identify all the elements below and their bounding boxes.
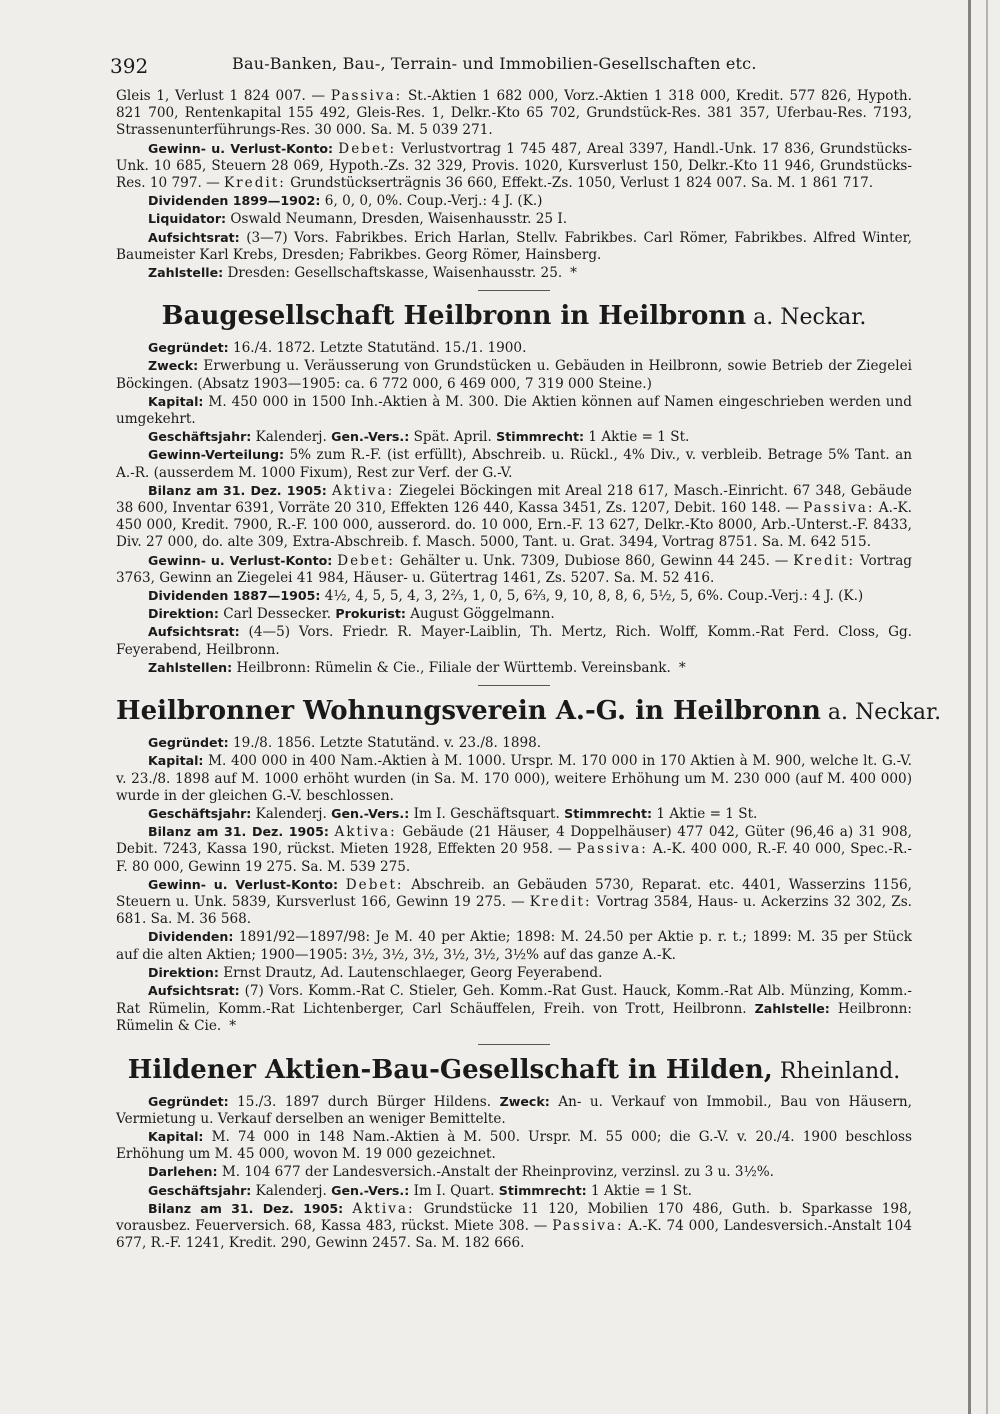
field-text: Grundstückserträgnis 36 660, Effekt.-Zs. 1050, Verlust 1 824 007. Sa. M. 1 861 717.	[285, 175, 874, 192]
entry-paragraph	[116, 928, 912, 963]
field-label: Dividenden 1887—1905:	[148, 588, 321, 604]
entry-paragraph	[116, 605, 912, 623]
section-divider	[478, 1044, 550, 1045]
field-label: Gewinn- u. Verlust-Konto:	[148, 140, 334, 156]
field-label: Prokurist:	[335, 606, 406, 622]
field-label: Bilanz am 31. Dez. 1905:	[148, 482, 327, 498]
field-text: M. 400 000 in 400 Nam.-Aktien à M. 1000. Urspr. M. 170 000 in 170 Aktien à M. 900, welche lt. G.-V. v. 23./8. 1898 auf M. 1000 erhöht wurden (in Sa. M. 170 000), weitere Erhöhung um M. 230 000 (auf M. 400 000) wurde in der gleichen G.-V. beschlossen.	[116, 753, 912, 804]
field-label: Zweck:	[499, 1093, 550, 1109]
field-text: Heilbronn: Rümelin & Cie.	[116, 1001, 912, 1035]
entry-paragraph	[116, 1093, 912, 1128]
field-label: Direktion:	[148, 964, 219, 980]
field-label: Zahlstellen:	[148, 659, 233, 675]
spaced-label: Kredit:	[224, 175, 286, 192]
field-label: Gen.-Vers.:	[331, 1182, 410, 1198]
company-entry	[116, 685, 942, 1035]
field-label: Gen.-Vers.:	[331, 805, 410, 821]
field-text: Im I. Quart.	[409, 1182, 499, 1199]
field-text: 1 Aktie = 1 St.	[584, 429, 690, 446]
field-text: Carl Dessecker.	[218, 606, 336, 623]
entry-paragraph	[116, 428, 912, 446]
field-text: St.-Aktien 1 682 000, Vorz.-Aktien 1 318 000, Kredit. 577 826, Hypoth. 821 700, Rentenkapital 155 492, Gleis-Res. 1, Delkr.-Kto 65 702, Grundstück-Res. 381 357, Uferbau-Res. 7193, Strassenunterführungs-Res. 30 000. Sa. M. 5 039 271.	[116, 88, 912, 139]
field-text: (7) Vors. Komm.-Rat C. Stieler, Geh. Komm.-Rat Gust. Hauck, Komm.-Rat Alb. Münzing, Komm.-Rat Rümelin, Komm.-Rat Lichtenberger, Carl Schäuffelen, Freih. von Trott, Heilbronn.	[116, 982, 912, 1018]
field-label: Kapital:	[148, 753, 204, 769]
field-label: Gegründet:	[148, 340, 229, 356]
entry-paragraph	[116, 876, 912, 929]
company-entry	[116, 290, 912, 677]
field-text: M. 450 000 in 1500 Inh.-Aktien à M. 300. Die Aktien können auf Namen eingeschrieben werden und umgekehrt.	[116, 393, 912, 428]
field-text: Kalenderj.	[251, 429, 332, 446]
field-label: Dividenden 1899—1902:	[148, 193, 321, 209]
field-label: Stimmrecht:	[496, 429, 585, 445]
entry-paragraph	[116, 734, 912, 752]
field-label: Kapital:	[148, 1128, 204, 1144]
field-text: 19./8. 1856. Letzte Statutänd. v. 23./8. 1898.	[228, 735, 542, 752]
field-text: Vortrag 3584, Haus- u. Ackerzins 32 302, Zs. 681. Sa. M. 36 568.	[116, 893, 912, 928]
field-label: Gewinn-Verteilung:	[148, 447, 285, 463]
field-text: Dresden: Gesellschaftskasse, Waisenhausstr. 25.	[223, 265, 563, 282]
entry-paragraph	[116, 1182, 912, 1200]
field-text: M. 104 677 der Landesversich.-Anstalt der Rheinprovinz, verzinsl. zu 3 u. 3½%.	[217, 1164, 774, 1181]
entry-paragraph	[116, 659, 912, 677]
entry-paragraph	[116, 229, 912, 264]
spaced-label: Debet:	[338, 140, 397, 157]
entry-paragraph	[116, 210, 912, 228]
company-location: a. Neckar.	[820, 700, 942, 726]
spaced-label: Passiva:	[803, 500, 875, 517]
spaced-label: Aktiva:	[352, 1200, 415, 1217]
field-text: Spät. April.	[409, 429, 497, 446]
entry-paragraph	[116, 623, 912, 658]
field-text: (3—7) Vors. Fabrikbes. Erich Harlan, Stellv. Fabrikbes. Carl Römer, Fabrikbes. Alfred Winter, Baumeister Karl Krebs, Dresden; Fabrikbes. Georg Römer, Hainsberg.	[116, 229, 912, 263]
entry-paragraph	[116, 1163, 912, 1181]
field-label: Zahlstelle:	[148, 265, 224, 281]
field-text: Kalenderj.	[251, 805, 332, 822]
page-edge-line	[986, 0, 988, 1414]
company-title	[116, 299, 912, 335]
field-text: A.-K. 400 000, R.-F. 40 000, Spec.-R.-F. 80 000, Gewinn 19 275. Sa. M. 539 275.	[116, 841, 912, 875]
end-marker: *	[570, 265, 577, 282]
entry-paragraph	[116, 823, 912, 876]
field-text: Verlustvortrag 1 745 487, Areal 3397, Handl.-Unk. 17 836, Grundstücks-Unk. 10 685, Steuern 28 069, Hypoth.-Zs. 32 329, Provis. 1020, Kursverlust 150, Delkr.-Kto 11 946, Grundstücks-Res. 10 797. —	[116, 140, 912, 192]
field-text: 1 Aktie = 1 St.	[586, 1182, 692, 1199]
field-label: Aufsichtsrat:	[148, 229, 240, 245]
field-label: Direktion:	[148, 606, 219, 622]
field-label: Stimmrecht:	[564, 805, 653, 821]
entry-paragraph	[116, 264, 912, 282]
field-label: Kapital:	[148, 393, 204, 409]
entry-paragraph	[116, 1128, 912, 1163]
field-text	[338, 877, 346, 893]
field-label: Bilanz am 31. Dez. 1905:	[148, 824, 329, 840]
company-entry	[116, 88, 912, 282]
spaced-label: Kredit:	[793, 552, 856, 569]
field-text: Heilbronn: Rümelin & Cie., Filiale der Württemb. Vereinsbank.	[232, 659, 671, 676]
field-label: Stimmrecht:	[498, 1182, 587, 1198]
field-label: Zweck:	[148, 358, 199, 374]
field-text: Abschreib. an Gebäuden 5730, Reparat. etc. 4401, Wasserzins 1156, Steuern u. Unk. 5839, Kursverlust 166, Gewinn 19 275. —	[116, 876, 912, 910]
entry-paragraph	[116, 587, 912, 605]
entry-paragraph	[116, 482, 912, 552]
field-label: Liquidator:	[148, 211, 227, 227]
field-text: Gleis 1, Verlust 1 824 007. —	[116, 88, 331, 104]
field-text: A.-K. 74 000, Landesversich.-Anstalt 104 677, R.-F. 1241, Kredit. 290, Gewinn 2457. Sa. M. 182 666.	[116, 1217, 912, 1252]
section-divider	[478, 685, 550, 686]
page-edge-shadow	[968, 0, 971, 1414]
field-text: Vortrag 3763, Gewinn an Ziegelei 41 984, Häuser- u. Gütertrag 1461, Zs. 5207. Sa. M. 52 416.	[116, 552, 912, 586]
field-text: 6, 0, 0, 0%. Coup.-Verj.: 4 J. (K.)	[320, 193, 543, 210]
field-text: Gebäude (21 Häuser, 4 Doppelhäuser) 477 042, Güter (96,46 a) 31 908, Debit. 7243, Kassa 190, rückst. Mieten 1928, Effekten 20 958. —	[116, 824, 912, 858]
entry-paragraph	[116, 339, 912, 357]
spaced-label: Debet:	[337, 552, 395, 569]
spaced-label: Kredit:	[529, 893, 592, 910]
field-text: Kalenderj.	[251, 1182, 332, 1199]
spaced-label: Aktiva:	[334, 824, 397, 841]
field-text: Gehälter u. Unk. 7309, Dubiose 860, Gewinn 44 245. —	[394, 552, 794, 569]
field-text: Grundstücke 11 120, Mobilien 170 486, Guth. b. Sparkasse 198, vorausbez. Feuerversich. 68, Kassa 483, rückst. Miete 308. —	[116, 1200, 912, 1234]
page-content	[116, 88, 942, 1252]
field-text	[343, 1201, 352, 1217]
entry-paragraph	[116, 1200, 912, 1253]
field-text: 4½, 4, 5, 5, 4, 3, 2⅔, 1, 0, 5, 6⅔, 9, 10, 8, 8, 6, 5½, 5, 6%. Coup.-Verj.: 4 J. (K.)	[320, 588, 864, 605]
page-number: 392	[110, 54, 149, 78]
field-label: Gegründet:	[148, 1093, 229, 1109]
entry-paragraph	[116, 752, 912, 805]
company-location: a. Neckar.	[746, 305, 867, 331]
field-label: Aufsichtsrat:	[148, 982, 240, 998]
field-text: 1891/92—1897/98: Je M. 40 per Aktie; 1898: M. 24.50 per Aktie p. r. t.; 1899: M. 35 per Stück auf die alten Aktien; 1900—1905: 3½, 3½, 3½, 3½, 3½, 3½% auf das ganze A.-K.	[116, 929, 912, 963]
section-divider	[478, 290, 550, 291]
entry-paragraph	[116, 192, 912, 210]
entry-paragraph	[116, 357, 912, 392]
field-label: Geschäftsjahr:	[148, 1182, 252, 1198]
field-text: Im I. Geschäftsquart.	[409, 805, 565, 822]
company-title	[116, 1053, 912, 1089]
field-text: Oswald Neumann, Dresden, Waisenhausstr. 25 I.	[226, 211, 568, 228]
company-location: Rheinland.	[772, 1058, 901, 1084]
entry-paragraph	[116, 964, 912, 982]
field-label: Gewinn- u. Verlust-Konto:	[148, 552, 333, 568]
field-label: Darlehen:	[148, 1164, 218, 1180]
field-label: Zahlstelle:	[754, 1001, 830, 1017]
spaced-label: Aktiva:	[331, 482, 395, 499]
field-label: Dividenden:	[148, 929, 234, 945]
entry-paragraph	[116, 552, 912, 587]
company-entry	[116, 1044, 912, 1253]
field-text: 15./3. 1897 durch Bürger Hildens.	[228, 1093, 500, 1110]
company-name: Baugesellschaft Heilbronn in Heilbronn	[161, 301, 747, 332]
spaced-label: Debet:	[345, 876, 404, 893]
spaced-label: Passiva:	[552, 1217, 624, 1234]
field-text: 16./4. 1872. Letzte Statutänd. 15./1. 1900.	[228, 340, 527, 357]
company-title	[116, 694, 942, 730]
field-text: 1 Aktie = 1 St.	[652, 805, 758, 822]
field-text: 5% zum R.-F. (ist erfüllt), Abschreib. u. Rückl., 4% Div., v. verbleib. Betrage 5% Tant. an A.-R. (ausserdem M. 1000 Fixum), Rest zur Verf. der G.-V.	[116, 447, 912, 481]
field-text: (4—5) Vors. Friedr. R. Mayer-Laiblin, Th. Mertz, Rich. Wolff, Komm.-Rat Ferd. Closs, Gg. Feyerabend, Heilbronn.	[116, 624, 912, 658]
field-text: A.-K. 450 000, Kredit. 7900, R.-F. 100 000, ausserord. do. 10 000, Ern.-F. 13 627, Delkr.-Kto 8000, Arb.-Unterst.-F. 8433, Div. 27 000, do. alte 309, Extra-Abschreib. f. Masch. 5000, Tant. u. Grat. 3494, Vortrag 8751. Sa. M. 642 515.	[116, 500, 913, 551]
field-label: Aufsichtsrat:	[148, 624, 240, 640]
entry-paragraph	[116, 140, 912, 193]
field-label: Geschäftsjahr:	[148, 805, 252, 821]
entry-paragraph	[116, 805, 912, 823]
entry-paragraph	[116, 446, 912, 481]
field-label: Gewinn- u. Verlust-Konto:	[148, 876, 339, 892]
spaced-label: Passiva:	[330, 88, 403, 104]
field-text: Ernst Drautz, Ad. Lautenschlaeger, Georg Feyerabend.	[218, 964, 603, 981]
running-header: Bau-Banken, Bau-, Terrain- und Immobilien-Gesellschaften etc.	[232, 54, 757, 73]
end-marker: *	[229, 1018, 237, 1035]
entry-paragraph	[116, 393, 912, 428]
field-label: Geschäftsjahr:	[148, 429, 252, 445]
entry-paragraph	[116, 88, 912, 140]
field-label: Gegründet:	[148, 735, 229, 751]
company-name: Heilbronner Wohnungsverein A.-G. in Heilbronn	[116, 696, 821, 727]
field-text: M. 74 000 in 148 Nam.-Aktien à M. 500. Urspr. M. 55 000; die G.-V. v. 20./4. 1900 beschloss Erhöhung um M. 45 000, wovon M. 19 000 gezeichnet.	[116, 1128, 912, 1163]
field-text: Erwerbung u. Veräusserung von Grundstücken u. Gebäuden in Heilbronn, sowie Betrieb der Ziegelei Böckingen. (Absatz 1903—1905: ca. 6 772 000, 6 469 000, 7 319 000 Steine.)	[116, 358, 912, 392]
company-name: Hildener Aktien-Bau-Gesellschaft in Hilden,	[127, 1054, 773, 1085]
field-text: An- u. Verkauf von Immobil., Bau von Häusern, Vermietung u. Verkauf derselben an weniger Bemittelte.	[116, 1093, 912, 1127]
end-marker: *	[678, 659, 686, 676]
entry-paragraph	[116, 982, 912, 1036]
field-text: August Göggelmann.	[405, 606, 555, 623]
field-text: Ziegelei Böckingen mit Areal 218 617, Masch.-Einricht. 67 348, Gebäude 38 600, Inventar 6391, Vorräte 20 310, Effekten 126 440, Kassa 3451, Zs. 1207, Debit. 160 148. —	[116, 482, 912, 517]
field-label: Bilanz am 31. Dez. 1905:	[148, 1200, 344, 1216]
spaced-label: Passiva:	[576, 841, 648, 858]
field-label: Gen.-Vers.:	[331, 429, 410, 445]
